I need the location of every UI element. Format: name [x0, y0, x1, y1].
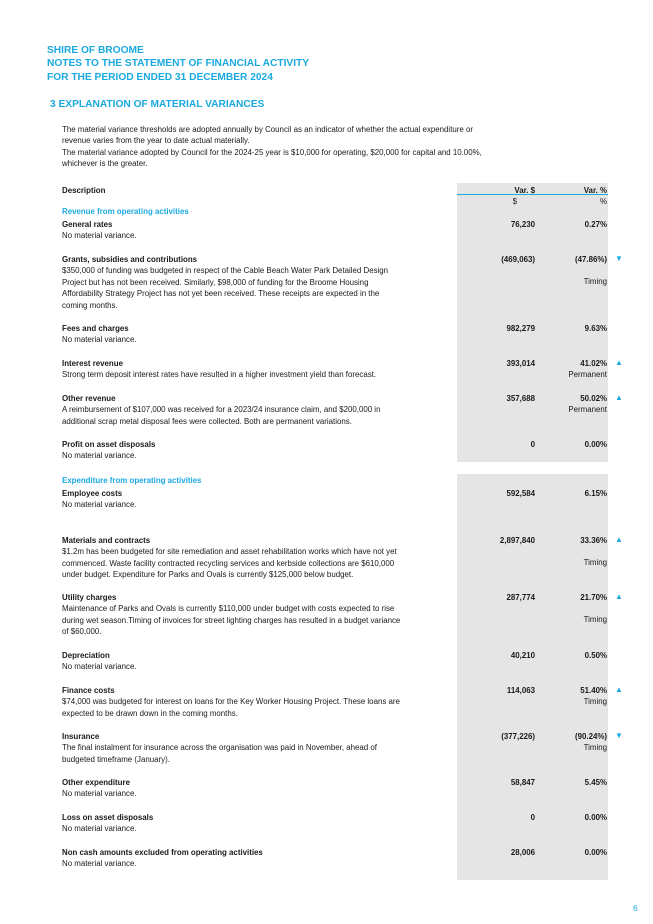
row-variance-amount: 0	[530, 440, 535, 449]
arrow-up-icon: ▲	[615, 685, 623, 694]
row-explanation-line: Strong term deposit interest rates have resulted in a higher investment yield than forecast.	[62, 370, 377, 380]
arrow-up-icon: ▲	[615, 358, 623, 367]
row-description	[62, 777, 450, 800]
category-expenditure: Expenditure from operating activities	[62, 476, 202, 485]
row-title: Employee costs	[62, 489, 123, 498]
row-explanation-line: $1.2m has been budgeted for site remediation and asset rehabilitation works which have not yet	[62, 547, 397, 557]
row-description	[62, 650, 450, 673]
row-variance-amount: (469,063)	[501, 255, 535, 264]
arrow-down-icon: ▼	[615, 731, 623, 740]
row-variance-amount: 592,584	[506, 489, 535, 498]
header-line-2: NOTES TO THE STATEMENT OF FINANCIAL ACTIVITY	[47, 58, 310, 70]
arrow-down-icon: ▼	[615, 254, 623, 263]
row-description	[62, 812, 450, 835]
row-title: Finance costs	[62, 686, 115, 695]
row-description	[62, 685, 450, 719]
row-explanation-line: A reimbursement of $107,000 was received for a 2023/24 insurance claim, and $200,000 in	[62, 405, 381, 415]
intro-line: whichever is the greater.	[62, 159, 148, 169]
row-description	[62, 847, 450, 870]
row-description	[62, 535, 450, 581]
row-description	[62, 393, 450, 427]
row-variance-amount: 114,063	[506, 686, 535, 695]
row-variance-percent: 50.02%	[580, 394, 607, 403]
row-variance-percent: 0.00%	[584, 848, 607, 857]
row-explanation-line: commenced. Waste facility contracted recycling services and kerbside collections are $610,000	[62, 558, 395, 568]
row-title: General rates	[62, 220, 113, 229]
row-variance-amount: (377,226)	[501, 732, 535, 741]
row-variance-type: Timing	[583, 615, 607, 624]
unit-percent: %	[599, 197, 607, 206]
row-title: Depreciation	[62, 651, 110, 660]
row-variance-percent: 33.36%	[580, 536, 607, 545]
arrow-up-icon: ▲	[615, 535, 623, 544]
header-line-3: FOR THE PERIOD ENDED 31 DECEMBER 2024	[47, 71, 273, 83]
row-variance-percent: 41.02%	[580, 359, 607, 368]
row-explanation-line: No material variance.	[62, 662, 137, 672]
category-revenue: Revenue from operating activities	[62, 207, 189, 216]
row-variance-type: Timing	[583, 697, 607, 706]
arrow-up-icon: ▲	[615, 393, 623, 402]
row-explanation-line: under budget. Expenditure for Parks and Ovals is currently $125,000 below budget.	[62, 570, 354, 580]
row-description	[62, 254, 450, 311]
row-title: Insurance	[62, 732, 100, 741]
row-variance-amount: 357,688	[506, 394, 535, 403]
row-variance-amount: 76,230	[510, 220, 535, 229]
row-title: Utility charges	[62, 593, 117, 602]
report-header	[47, 44, 309, 84]
row-variance-percent: (90.24%)	[574, 732, 607, 741]
row-variance-amount: 40,210	[510, 651, 535, 660]
row-description	[62, 731, 450, 765]
row-explanation-line: The final instalment for insurance across the organisation was paid in November, ahead of	[62, 743, 377, 753]
row-title: Fees and charges	[62, 324, 129, 333]
row-variance-percent: 0.27%	[584, 220, 607, 229]
row-description	[62, 358, 450, 381]
row-variance-amount: 2,897,840	[499, 536, 535, 545]
row-explanation-line: No material variance.	[62, 335, 137, 345]
arrow-up-icon: ▲	[615, 592, 623, 601]
row-title: Other revenue	[62, 394, 116, 403]
row-variance-type: Timing	[583, 277, 607, 286]
row-title: Loss on asset disposals	[62, 813, 154, 822]
row-explanation-line: Maintenance of Parks and Ovals is currently $110,000 under budget with costs expected to rise	[62, 604, 395, 614]
row-variance-type: Permanent	[568, 370, 607, 379]
row-explanation-line: during wet season.Timing of invoices for street lighting charges has resulted in a budget variance	[62, 615, 401, 625]
row-explanation-line: expected to be drawn down in the coming months.	[62, 708, 238, 718]
row-variance-amount: 287,774	[506, 593, 535, 602]
col-header-var-pct: Var. %	[583, 186, 607, 195]
row-variance-percent: 0.50%	[584, 651, 607, 660]
row-title: Profit on asset disposals	[62, 440, 156, 449]
row-title: Interest revenue	[62, 359, 123, 368]
row-description	[62, 439, 450, 462]
row-variance-type: Timing	[583, 743, 607, 752]
row-title: Non cash amounts excluded from operating activities	[62, 848, 263, 857]
row-explanation-line: Project but has not been received. Similarly, $98,000 of funding for the Broome Housing	[62, 277, 369, 287]
row-description	[62, 219, 450, 242]
row-explanation-line: No material variance.	[62, 451, 137, 461]
col-header-var-amount: Var. $	[514, 186, 535, 195]
row-explanation-line: $74,000 was budgeted for interest on loans for the Key Worker Housing Project. These loans are	[62, 697, 400, 707]
row-variance-type: Permanent	[568, 405, 607, 414]
row-variance-percent: 9.63%	[584, 324, 607, 333]
row-title: Materials and contracts	[62, 536, 151, 545]
intro-text	[62, 124, 562, 170]
row-explanation-line: No material variance.	[62, 231, 137, 241]
row-variance-percent: 6.15%	[584, 489, 607, 498]
row-variance-percent: (47.86%)	[574, 255, 607, 264]
row-variance-percent: 0.00%	[584, 813, 607, 822]
row-description	[62, 488, 450, 511]
row-variance-percent: 0.00%	[584, 440, 607, 449]
col-header-description: Description	[62, 186, 106, 195]
unit-dollar: $	[512, 197, 517, 206]
intro-line: The material variance adopted by Council for the 2024-25 year is $10,000 for operating, $20,000 for capital and 10.00%,	[62, 147, 482, 157]
row-explanation-line: coming months.	[62, 300, 118, 310]
row-explanation-line: of $60,000.	[62, 627, 102, 637]
row-variance-percent: 21.70%	[580, 593, 607, 602]
row-variance-amount: 28,006	[510, 848, 535, 857]
row-variance-percent: 5.45%	[584, 778, 607, 787]
row-explanation-line: $350,000 of funding was budgeted in respect of the Cable Beach Water Park Detailed Design	[62, 266, 389, 276]
row-description	[62, 323, 450, 346]
row-variance-amount: 393,014	[506, 359, 535, 368]
row-variance-amount: 982,279	[506, 324, 535, 333]
row-explanation-line: No material variance.	[62, 824, 137, 834]
row-explanation-line: No material variance.	[62, 859, 137, 869]
row-description	[62, 592, 450, 638]
row-title: Grants, subsidies and contributions	[62, 255, 198, 264]
section-title: 3 EXPLANATION OF MATERIAL VARIANCES	[50, 99, 265, 110]
row-explanation-line: No material variance.	[62, 500, 137, 510]
header-line-1: SHIRE OF BROOME	[47, 45, 144, 56]
row-explanation-line: budgeted timeframe (January).	[62, 754, 170, 764]
row-variance-amount: 58,847	[510, 778, 535, 787]
row-explanation-line: additional scrap metal disposal fees were collected. Both are permanent variations.	[62, 416, 352, 426]
page-number: 6	[633, 903, 638, 913]
intro-line: revenue varies from the year to date actual materially.	[62, 136, 250, 146]
row-explanation-line: Affordability Strategy Project has not yet been received. These receipts are expected in the	[62, 289, 380, 299]
row-explanation-line: No material variance.	[62, 789, 137, 799]
intro-line: The material variance thresholds are adopted annually by Council as an indicator of whether the actual expenditure or	[62, 125, 473, 134]
row-variance-percent: 51.40%	[580, 686, 607, 695]
row-variance-amount: 0	[530, 813, 535, 822]
row-variance-type: Timing	[583, 558, 607, 567]
row-title: Other expenditure	[62, 778, 130, 787]
